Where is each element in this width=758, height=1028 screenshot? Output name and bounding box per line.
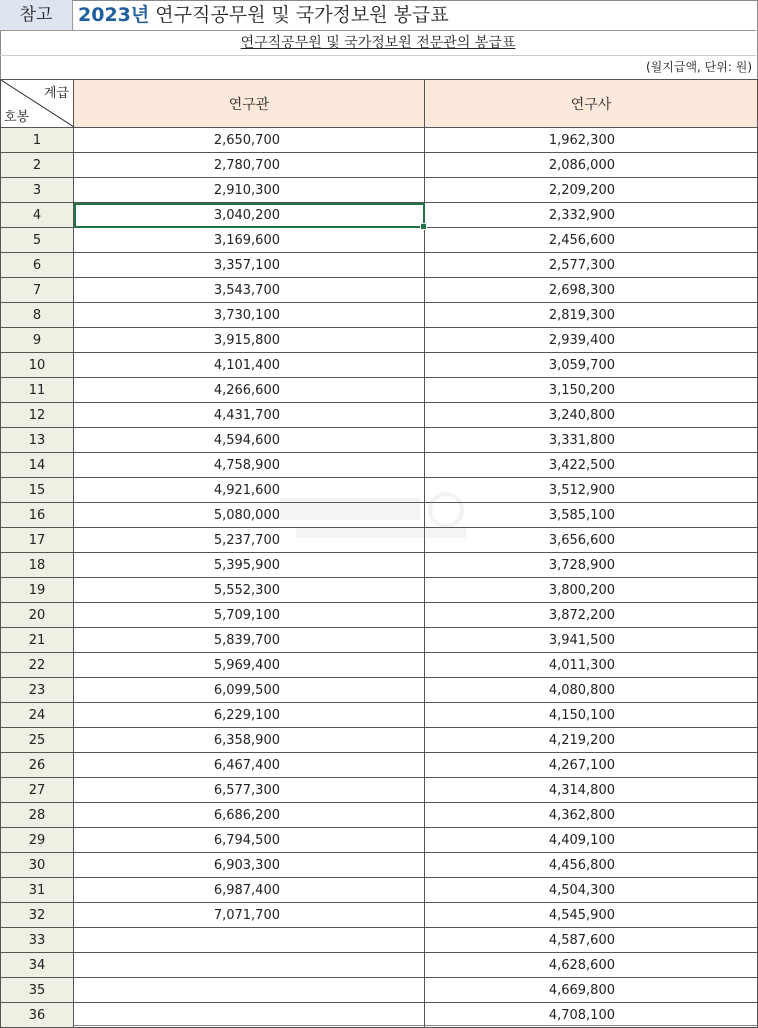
senior-salary-cell[interactable]: 4,594,600: [74, 428, 425, 453]
table-row: [1, 128, 758, 153]
researcher-salary-cell[interactable]: 2,086,000: [425, 153, 758, 178]
table-row: [1, 353, 758, 378]
table-row: [1, 653, 758, 678]
step-cell[interactable]: 12: [1, 403, 74, 428]
step-cell[interactable]: 9: [1, 328, 74, 353]
table-row: [1, 728, 758, 753]
step-cell[interactable]: 17: [1, 528, 74, 553]
senior-salary-cell[interactable]: 4,758,900: [74, 453, 425, 478]
researcher-salary-cell[interactable]: 2,209,200: [425, 178, 758, 203]
step-cell[interactable]: 32: [1, 903, 74, 928]
senior-salary-cell[interactable]: 6,794,500: [74, 828, 425, 853]
researcher-salary-cell[interactable]: 2,577,300: [425, 253, 758, 278]
subtitle-text: 연구직공무원 및 국가정보원 전문관의 봉급표: [240, 35, 516, 51]
step-cell[interactable]: 25: [1, 728, 74, 753]
researcher-salary-cell[interactable]: 4,011,300: [425, 653, 758, 678]
researcher-salary-cell[interactable]: 2,819,300: [425, 303, 758, 328]
step-cell[interactable]: 15: [1, 478, 74, 503]
table-row: [1, 828, 758, 853]
step-cell[interactable]: 29: [1, 828, 74, 853]
researcher-salary-cell[interactable]: 3,422,500: [425, 453, 758, 478]
researcher-salary-cell[interactable]: 2,456,600: [425, 228, 758, 253]
corner-grade-label: 계급: [43, 86, 69, 101]
senior-salary-cell[interactable]: 6,577,300: [74, 778, 425, 803]
senior-salary-cell[interactable]: 3,730,100: [74, 303, 425, 328]
table-row: [1, 703, 758, 728]
step-cell[interactable]: 19: [1, 578, 74, 603]
table-row: [1, 178, 758, 203]
corner-step-label: 호봉: [4, 110, 30, 125]
step-cell[interactable]: 10: [1, 353, 74, 378]
table-row: [1, 378, 758, 403]
senior-salary-cell[interactable]: 6,229,100: [74, 703, 425, 728]
researcher-salary-cell[interactable]: 4,708,100: [425, 1003, 758, 1028]
senior-salary-cell[interactable]: 5,969,400: [74, 653, 425, 678]
step-cell[interactable]: 33: [1, 928, 74, 953]
senior-salary-cell[interactable]: 5,839,700: [74, 628, 425, 653]
senior-salary-cell[interactable]: 6,686,200: [74, 803, 425, 828]
senior-salary-cell[interactable]: 4,101,400: [74, 353, 425, 378]
title-year: 2023년: [78, 4, 150, 26]
researcher-salary-cell[interactable]: 3,059,700: [425, 353, 758, 378]
col-header-researcher-senior[interactable]: 연구관: [74, 80, 425, 128]
researcher-salary-cell[interactable]: 3,512,900: [425, 478, 758, 503]
step-cell[interactable]: 36: [1, 1003, 74, 1028]
senior-salary-cell[interactable]: 5,080,000: [74, 503, 425, 528]
senior-salary-cell[interactable]: 4,921,600: [74, 478, 425, 503]
researcher-salary-cell[interactable]: 4,219,200: [425, 728, 758, 753]
col-header-researcher[interactable]: 연구사: [425, 80, 758, 128]
researcher-salary-cell[interactable]: 3,585,100: [425, 503, 758, 528]
title-text: 연구직공무원 및 국가정보원 봉급표: [155, 4, 449, 26]
senior-salary-cell[interactable]: 6,903,300: [74, 853, 425, 878]
researcher-salary-cell[interactable]: 3,872,200: [425, 603, 758, 628]
table-row: [1, 778, 758, 803]
header-row: [1, 80, 758, 128]
step-cell[interactable]: 6: [1, 253, 74, 278]
table-row: [1, 978, 758, 1003]
researcher-salary-cell[interactable]: 4,504,300: [425, 878, 758, 903]
researcher-salary-cell[interactable]: 3,331,800: [425, 428, 758, 453]
senior-salary-cell[interactable]: 4,431,700: [74, 403, 425, 428]
senior-salary-cell[interactable]: 2,910,300: [74, 178, 425, 203]
table-row: [1, 153, 758, 178]
senior-salary-cell[interactable]: 6,467,400: [74, 753, 425, 778]
step-cell[interactable]: 18: [1, 553, 74, 578]
senior-salary-cell[interactable]: 3,543,700: [74, 278, 425, 303]
step-cell[interactable]: 21: [1, 628, 74, 653]
senior-salary-cell[interactable]: 4,266,600: [74, 378, 425, 403]
researcher-salary-cell[interactable]: 4,150,100: [425, 703, 758, 728]
researcher-salary-cell[interactable]: 4,456,800: [425, 853, 758, 878]
step-cell[interactable]: 11: [1, 378, 74, 403]
table-subtitle: [0, 31, 756, 56]
step-cell[interactable]: 1: [1, 128, 74, 153]
researcher-salary-cell[interactable]: 2,332,900: [425, 203, 758, 228]
step-cell[interactable]: 8: [1, 303, 74, 328]
researcher-salary-cell[interactable]: 4,587,600: [425, 928, 758, 953]
table-row: [1, 303, 758, 328]
step-cell[interactable]: 13: [1, 428, 74, 453]
fill-handle[interactable]: [420, 223, 427, 230]
table-row: [1, 953, 758, 978]
senior-salary-cell[interactable]: [74, 978, 425, 1003]
unit-note: (월지급액, 단위: 원): [646, 60, 752, 74]
senior-salary-cell[interactable]: 6,358,900: [74, 728, 425, 753]
senior-salary-cell[interactable]: 6,987,400: [74, 878, 425, 903]
table-row: [1, 228, 758, 253]
researcher-salary-cell[interactable]: 4,080,800: [425, 678, 758, 703]
senior-salary-cell[interactable]: 6,099,500: [74, 678, 425, 703]
corner-cell[interactable]: [1, 80, 74, 128]
table-row: [1, 878, 758, 903]
researcher-salary-cell[interactable]: 3,656,600: [425, 528, 758, 553]
senior-salary-cell[interactable]: 3,915,800: [74, 328, 425, 353]
table-row: [1, 428, 758, 453]
table-row: [1, 328, 758, 353]
researcher-salary-cell[interactable]: 4,267,100: [425, 753, 758, 778]
researcher-salary-cell[interactable]: 3,150,200: [425, 378, 758, 403]
table-row: [1, 578, 758, 603]
table-row: [1, 278, 758, 303]
table-row: [1, 903, 758, 928]
researcher-salary-cell[interactable]: 4,314,800: [425, 778, 758, 803]
step-cell[interactable]: 14: [1, 453, 74, 478]
researcher-salary-cell[interactable]: 4,362,800: [425, 803, 758, 828]
step-cell[interactable]: 31: [1, 878, 74, 903]
senior-salary-cell[interactable]: 3,040,200: [74, 203, 425, 228]
senior-salary-cell[interactable]: 3,357,100: [74, 253, 425, 278]
table-row: [1, 553, 758, 578]
senior-salary-cell[interactable]: 5,395,900: [74, 553, 425, 578]
senior-salary-cell[interactable]: 7,071,700: [74, 903, 425, 928]
step-cell[interactable]: 24: [1, 703, 74, 728]
step-cell[interactable]: 35: [1, 978, 74, 1003]
senior-salary-cell[interactable]: 5,552,300: [74, 578, 425, 603]
table-row: [1, 203, 758, 228]
title-row: [0, 0, 756, 31]
senior-salary-cell[interactable]: 2,780,700: [74, 153, 425, 178]
table-row: [1, 678, 758, 703]
step-cell[interactable]: 16: [1, 503, 74, 528]
table-row: [1, 753, 758, 778]
researcher-salary-cell[interactable]: 4,545,900: [425, 903, 758, 928]
researcher-salary-cell[interactable]: 1,962,300: [425, 128, 758, 153]
salary-table: [0, 79, 758, 1028]
table-row: [1, 528, 758, 553]
step-cell[interactable]: 2: [1, 153, 74, 178]
table-row: [1, 478, 758, 503]
step-cell[interactable]: 28: [1, 803, 74, 828]
researcher-salary-cell[interactable]: 2,698,300: [425, 278, 758, 303]
step-cell[interactable]: 7: [1, 278, 74, 303]
step-cell[interactable]: 20: [1, 603, 74, 628]
table-row: [1, 403, 758, 428]
senior-salary-cell[interactable]: [74, 1003, 425, 1028]
researcher-salary-cell[interactable]: 3,728,900: [425, 553, 758, 578]
table-row: [1, 628, 758, 653]
step-cell[interactable]: 4: [1, 203, 74, 228]
table-row: [1, 1003, 758, 1028]
step-cell[interactable]: 22: [1, 653, 74, 678]
reference-tag: 참고: [0, 0, 73, 30]
table-row: [1, 453, 758, 478]
page-title: [78, 0, 449, 30]
table-row: [1, 928, 758, 953]
senior-salary-cell[interactable]: 5,237,700: [74, 528, 425, 553]
table-row: [1, 253, 758, 278]
researcher-salary-cell[interactable]: 4,669,800: [425, 978, 758, 1003]
step-cell[interactable]: 30: [1, 853, 74, 878]
step-cell[interactable]: 34: [1, 953, 74, 978]
researcher-salary-cell[interactable]: 3,941,500: [425, 628, 758, 653]
senior-salary-cell[interactable]: 5,709,100: [74, 603, 425, 628]
senior-salary-cell[interactable]: [74, 953, 425, 978]
step-cell[interactable]: 27: [1, 778, 74, 803]
step-cell[interactable]: 5: [1, 228, 74, 253]
step-cell[interactable]: 3: [1, 178, 74, 203]
senior-salary-cell[interactable]: [74, 928, 425, 953]
senior-salary-cell[interactable]: 2,650,700: [74, 128, 425, 153]
table-row: [1, 803, 758, 828]
step-cell[interactable]: 26: [1, 753, 74, 778]
researcher-salary-cell[interactable]: 3,240,800: [425, 403, 758, 428]
researcher-salary-cell[interactable]: 4,409,100: [425, 828, 758, 853]
senior-salary-cell[interactable]: 3,169,600: [74, 228, 425, 253]
step-cell[interactable]: 23: [1, 678, 74, 703]
table-row: [1, 603, 758, 628]
table-row: [1, 503, 758, 528]
researcher-salary-cell[interactable]: 2,939,400: [425, 328, 758, 353]
researcher-salary-cell[interactable]: 3,800,200: [425, 578, 758, 603]
researcher-salary-cell[interactable]: 4,628,600: [425, 953, 758, 978]
table-row: [1, 853, 758, 878]
